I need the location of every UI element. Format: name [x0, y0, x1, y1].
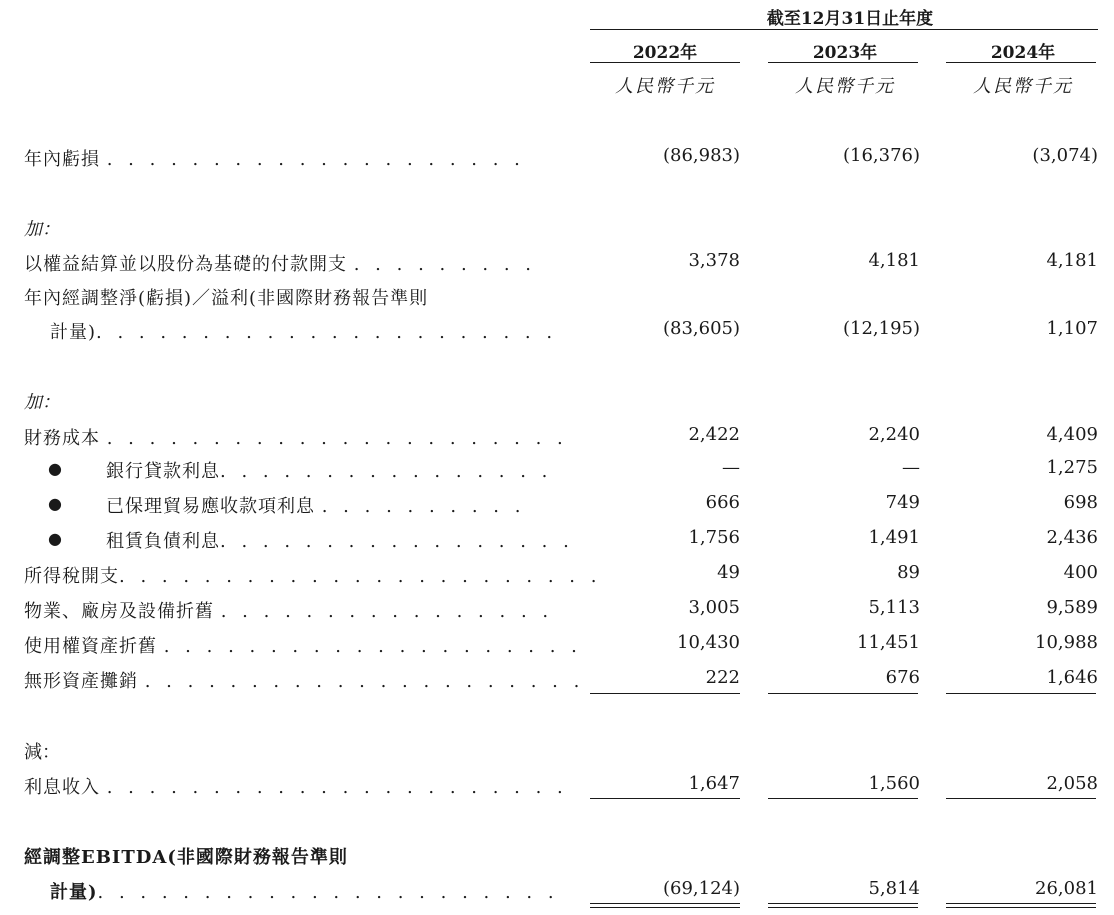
subtotal-rule-2023 — [768, 693, 918, 694]
year-2023-rule — [768, 62, 918, 63]
row-adjnet-label-line2: 計量). . . . . . . . . . . . . . . . . . . . . . — [50, 322, 558, 343]
row-sbc-label: 以權益結算並以股份為基礎的付款開支 . . . . . . . . . — [24, 254, 537, 275]
row-factored-2023: 749 — [885, 492, 920, 513]
row-bank-loan-2024: 1,275 — [1046, 457, 1098, 478]
row-loss-2023: (16,376) — [842, 145, 920, 166]
row-bank-loan-label: 銀行貸款利息. . . . . . . . . . . . . . . . — [106, 461, 553, 482]
row-ebitda-2024: 26,081 — [1035, 878, 1098, 899]
year-2024-header: 2024年 — [990, 43, 1056, 63]
row-ebitda-2023: 5,814 — [868, 878, 920, 899]
row-lease-2023: 1,491 — [868, 527, 920, 548]
row-amort-2024: 1,646 — [1046, 667, 1098, 688]
row-rou-dep-2022: 10,430 — [677, 632, 740, 653]
row-amort-2023: 676 — [885, 667, 920, 688]
row-ppe-dep-2023: 5,113 — [868, 597, 920, 618]
period-header: 截至12月31日止年度 — [766, 9, 934, 29]
section-add-2: 加： — [24, 392, 60, 413]
year-2023-header: 2023年 — [812, 43, 878, 63]
year-2022-rule — [590, 62, 740, 63]
row-finance-cost-label: 財務成本 . . . . . . . . . . . . . . . . . . . . . . — [24, 428, 568, 449]
subtotal-rule-2022 — [590, 693, 740, 694]
bullet-icon: ● — [48, 529, 62, 548]
row-loss-2022: (86,983) — [662, 145, 740, 166]
row-amort-2022: 222 — [705, 667, 740, 688]
interest-rule-2023 — [768, 798, 918, 799]
row-factored-label: 已保理貿易應收款項利息 . . . . . . . . . . — [106, 496, 526, 517]
total-double-rule-2024 — [946, 903, 1096, 908]
row-ebitda-label-line2: 計量). . . . . . . . . . . . . . . . . . . . . . — [50, 882, 559, 903]
row-amort-label: 無形資產攤銷 . . . . . . . . . . . . . . . . . . . . . — [24, 671, 585, 692]
row-finance-cost-2023: 2,240 — [868, 424, 920, 445]
row-adjnet-2022: (83,605) — [662, 318, 740, 339]
unit-label-2022: 人民幣千元 — [615, 76, 715, 97]
row-ppe-dep-2024: 9,589 — [1046, 597, 1098, 618]
row-lease-2022: 1,756 — [688, 527, 740, 548]
row-rou-dep-2023: 11,451 — [857, 632, 920, 653]
unit-label-2023: 人民幣千元 — [795, 76, 895, 97]
row-interest-income-label: 利息收入 . . . . . . . . . . . . . . . . . . . . . . — [24, 777, 568, 798]
row-finance-cost-2022: 2,422 — [688, 424, 740, 445]
row-sbc-2023: 4,181 — [868, 250, 920, 271]
unit-label-2024: 人民幣千元 — [973, 76, 1073, 97]
total-double-rule-2023 — [768, 903, 918, 908]
row-factored-2024: 698 — [1063, 492, 1098, 513]
bullet-icon: ● — [48, 459, 62, 478]
interest-rule-2024 — [946, 798, 1096, 799]
row-income-tax-label: 所得稅開支. . . . . . . . . . . . . . . . . . . . . . . — [24, 566, 602, 587]
row-bank-loan-2023: — — [902, 457, 920, 478]
row-income-tax-2022: 49 — [717, 562, 740, 583]
row-bank-loan-2022: — — [722, 457, 740, 478]
row-sbc-2024: 4,181 — [1046, 250, 1098, 271]
row-ppe-dep-2022: 3,005 — [688, 597, 740, 618]
subtotal-rule-2024 — [946, 693, 1096, 694]
row-lease-label: 租賃負債利息. . . . . . . . . . . . . . . . . — [106, 531, 574, 552]
row-interest-income-2022: 1,647 — [688, 773, 740, 794]
row-loss-label: 年內虧損 . . . . . . . . . . . . . . . . . . . . — [24, 149, 525, 170]
year-2024-rule — [946, 62, 1096, 63]
row-loss-2024: (3,074) — [1032, 145, 1098, 166]
row-ppe-dep-label: 物業、廠房及設備折舊 . . . . . . . . . . . . . . . . — [24, 601, 554, 622]
total-double-rule-2022 — [590, 903, 740, 908]
row-finance-cost-2024: 4,409 — [1046, 424, 1098, 445]
row-ebitda-label-line1: 經調整EBITDA(非國際財務報告準則 — [24, 847, 348, 868]
bullet-icon: ● — [48, 494, 62, 513]
year-2022-header: 2022年 — [632, 43, 698, 63]
interest-rule-2022 — [590, 798, 740, 799]
row-rou-dep-2024: 10,988 — [1035, 632, 1098, 653]
section-less: 減： — [24, 742, 60, 763]
row-adjnet-2023: (12,195) — [842, 318, 920, 339]
row-factored-2022: 666 — [705, 492, 740, 513]
row-interest-income-2024: 2,058 — [1046, 773, 1098, 794]
row-ebitda-2022: (69,124) — [662, 878, 740, 899]
row-sbc-2022: 3,378 — [688, 250, 740, 271]
row-income-tax-2024: 400 — [1063, 562, 1098, 583]
row-lease-2024: 2,436 — [1046, 527, 1098, 548]
row-adjnet-label-line1: 年內經調整淨(虧損)／溢利(非國際財務報告準則 — [24, 288, 429, 309]
row-adjnet-2024: 1,107 — [1046, 318, 1098, 339]
row-income-tax-2023: 89 — [897, 562, 920, 583]
row-rou-dep-label: 使用權資產折舊 . . . . . . . . . . . . . . . . . . . . — [24, 636, 582, 657]
row-interest-income-2023: 1,560 — [868, 773, 920, 794]
period-header-rule — [590, 29, 1098, 30]
section-add-1: 加： — [24, 219, 60, 240]
